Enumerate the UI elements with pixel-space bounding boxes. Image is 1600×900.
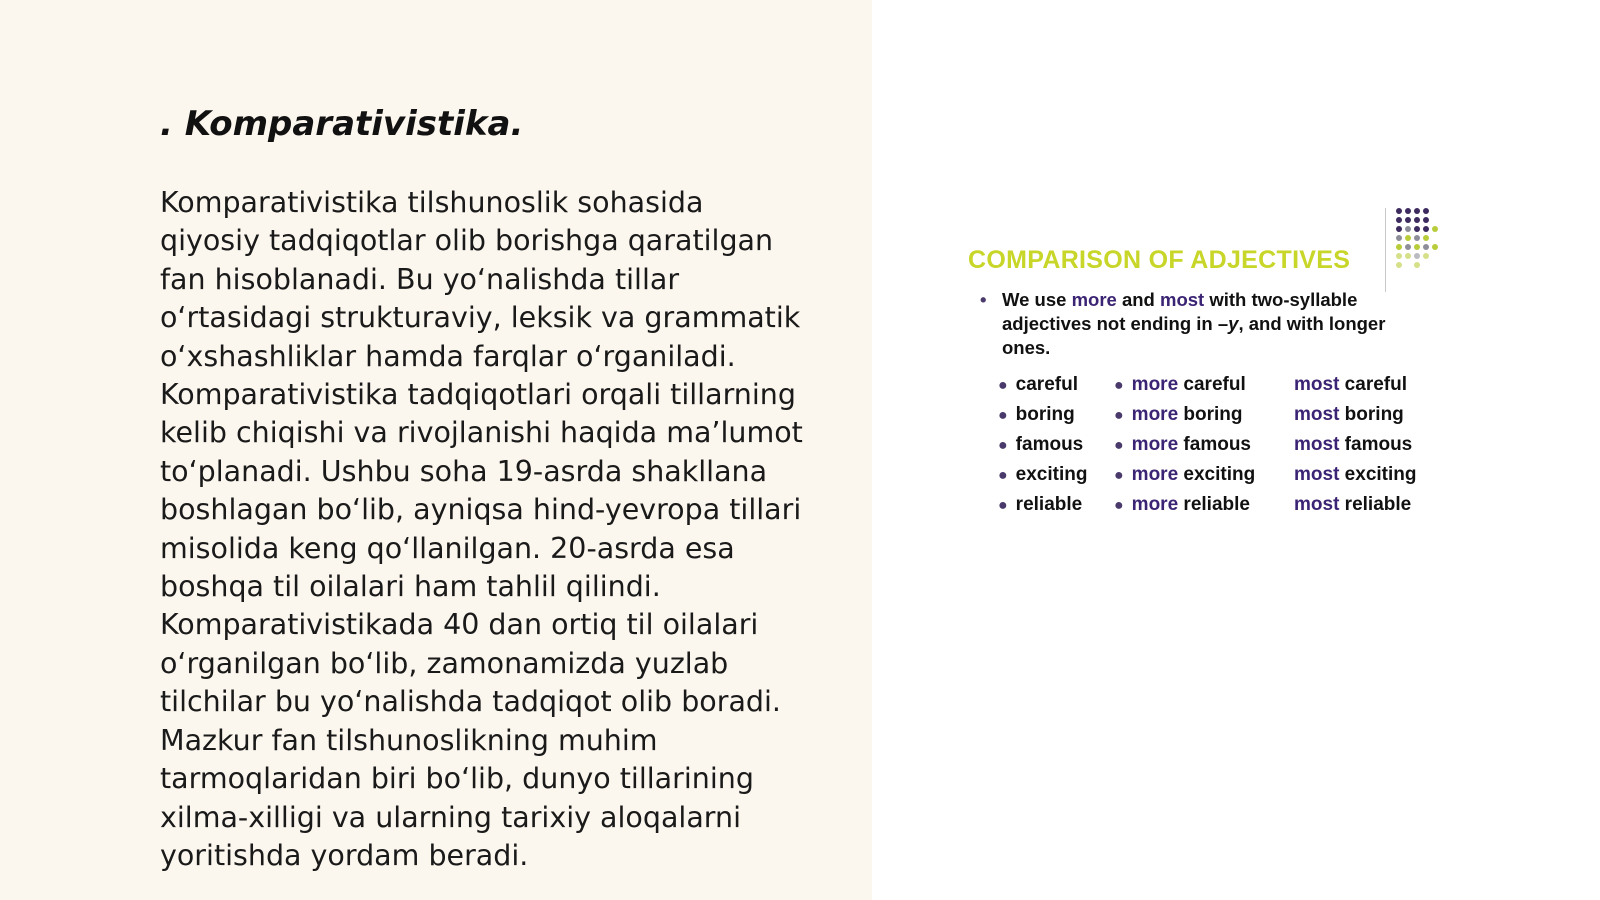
dot-decoration	[1423, 226, 1429, 232]
body-line: boshqa til oilalari ham tahlil qilindi.	[160, 570, 661, 604]
dot-decoration	[1405, 244, 1411, 250]
dot-decoration	[1414, 253, 1420, 259]
adjective-base: exciting	[1015, 464, 1088, 485]
comparative-keyword: more	[1131, 374, 1179, 395]
comparison-figure	[960, 204, 1450, 524]
intro-text: ones.	[1002, 337, 1051, 358]
body-line: kelib chiqishi va rivojlanishi haqida ma’lumot	[160, 416, 803, 450]
dot-decoration	[1423, 253, 1429, 259]
dot-decoration	[1414, 235, 1420, 241]
intro-keyword-most: most	[1160, 289, 1205, 310]
slide-heading: . Komparativistika.	[160, 104, 524, 144]
superlative-word: boring	[1339, 404, 1404, 425]
superlative-keyword: most	[1294, 404, 1340, 425]
bullet-icon: •	[980, 289, 987, 310]
dot-decoration	[1405, 226, 1411, 232]
dot-decoration	[1396, 217, 1402, 223]
superlative-keyword: most	[1294, 434, 1340, 455]
superlative-keyword: most	[1294, 494, 1340, 515]
comparative-word: careful	[1178, 374, 1246, 395]
dot-decoration	[1405, 208, 1411, 214]
dot-decoration	[1414, 208, 1420, 214]
comparative-word: boring	[1178, 404, 1243, 425]
body-line: misolida keng qo‘llanilgan. 20-asrda esa	[160, 531, 735, 565]
body-line: Komparativistika tilshunoslik sohasida	[160, 186, 704, 219]
adjective-base: famous	[1015, 434, 1084, 455]
adjective-row	[998, 430, 1448, 460]
dot-decoration	[1414, 226, 1420, 232]
superlative-word: reliable	[1339, 494, 1412, 515]
dot-decoration	[1414, 244, 1420, 250]
adjective-base: reliable	[1015, 494, 1083, 515]
superlative-keyword: most	[1294, 464, 1340, 485]
body-line: qiyosiy tadqiqotlar olib borishga qaratilgan	[160, 224, 774, 258]
superlative-word: exciting	[1339, 464, 1417, 485]
body-line: fan hisoblanadi. Bu yo‘nalishda tillar	[160, 262, 680, 296]
intro-text: , and with longer	[1238, 313, 1386, 334]
adjective-table	[998, 370, 1448, 520]
bullet-icon: ●	[1114, 407, 1124, 424]
bullet-icon: ●	[998, 497, 1008, 514]
body-paragraph	[160, 184, 850, 875]
dot-decoration	[1414, 217, 1420, 223]
figure-intro	[982, 288, 1422, 360]
body-line: tilchilar bu yo‘nalishda tadqiqot olib boradi.	[160, 685, 781, 719]
comparative-keyword: more	[1131, 464, 1179, 485]
bullet-icon: ●	[1114, 437, 1124, 454]
body-line: xilma-xilligi va ularning tarixiy aloqalarni	[160, 800, 742, 834]
adjective-row	[998, 400, 1448, 430]
body-line: Komparativistika tadqiqotlari orqali tillarning	[160, 378, 796, 412]
intro-text: We use	[1002, 289, 1072, 310]
adjective-row	[998, 370, 1448, 400]
intro-suffix-y: y	[1228, 313, 1239, 334]
dot-decoration	[1405, 253, 1411, 259]
dot-decoration	[1423, 208, 1429, 214]
comparative-keyword: more	[1131, 404, 1179, 425]
body-line: Komparativistikada 40 dan ortiq til oilalari	[160, 608, 759, 642]
bullet-icon: ●	[998, 377, 1008, 394]
dot-decoration	[1423, 217, 1429, 223]
intro-keyword-more: more	[1071, 289, 1117, 310]
adjective-row	[998, 490, 1448, 520]
dot-decoration	[1432, 244, 1438, 250]
superlative-keyword: most	[1294, 374, 1340, 395]
dot-decoration	[1405, 217, 1411, 223]
figure-title: COMPARISON OF ADJECTIVES	[968, 246, 1351, 274]
bullet-icon: ●	[998, 467, 1008, 484]
comparative-keyword: more	[1131, 434, 1179, 455]
bullet-icon: ●	[1114, 377, 1124, 394]
body-line: to‘planadi. Ushbu soha 19-asrda shakllana	[160, 454, 768, 488]
body-line: tarmoqlaridan biri bo‘lib, dunyo tillarining	[160, 762, 754, 796]
dot-decoration	[1396, 235, 1402, 241]
comparative-word: reliable	[1178, 494, 1250, 515]
dot-decoration	[1396, 253, 1402, 259]
dot-decoration	[1414, 262, 1420, 268]
dot-decoration	[1423, 244, 1429, 250]
dot-decoration	[1405, 235, 1411, 241]
dot-decoration	[1432, 226, 1438, 232]
body-line: Mazkur fan tilshunoslikning muhim	[160, 723, 658, 757]
intro-text: with two-syllable	[1204, 289, 1358, 310]
bullet-icon: ●	[998, 407, 1008, 424]
bullet-icon: ●	[998, 437, 1008, 454]
body-line: o‘rtasidagi strukturaviy, leksik va grammatik	[160, 301, 801, 335]
body-line: yoritishda yordam beradi.	[160, 838, 529, 872]
dot-decoration	[1396, 244, 1402, 250]
adjective-row	[998, 460, 1448, 490]
dot-decoration	[1396, 226, 1402, 232]
bullet-icon: ●	[1114, 467, 1124, 484]
bullet-icon: ●	[1114, 497, 1124, 514]
superlative-word: careful	[1339, 374, 1407, 395]
comparative-keyword: more	[1131, 494, 1179, 515]
intro-text: and	[1116, 289, 1160, 310]
intro-text: adjectives not ending in –	[1002, 313, 1229, 334]
adjective-base: careful	[1015, 374, 1078, 395]
dot-decoration	[1396, 262, 1402, 268]
comparative-word: famous	[1178, 434, 1251, 455]
body-line: o‘rganilgan bo‘lib, zamonamizda yuzlab	[160, 646, 729, 680]
body-line: boshlagan bo‘lib, ayniqsa hind-yevropa tillari	[160, 493, 802, 527]
dot-decoration	[1396, 208, 1402, 214]
superlative-word: famous	[1339, 434, 1413, 455]
dot-decoration	[1423, 235, 1429, 241]
dot-grid-decoration	[1396, 208, 1444, 280]
adjective-base: boring	[1015, 404, 1075, 425]
body-line: o‘xshashliklar hamda farqlar o‘rganiladi.	[160, 339, 736, 373]
figure-divider	[1385, 208, 1386, 292]
comparative-word: exciting	[1178, 464, 1256, 485]
